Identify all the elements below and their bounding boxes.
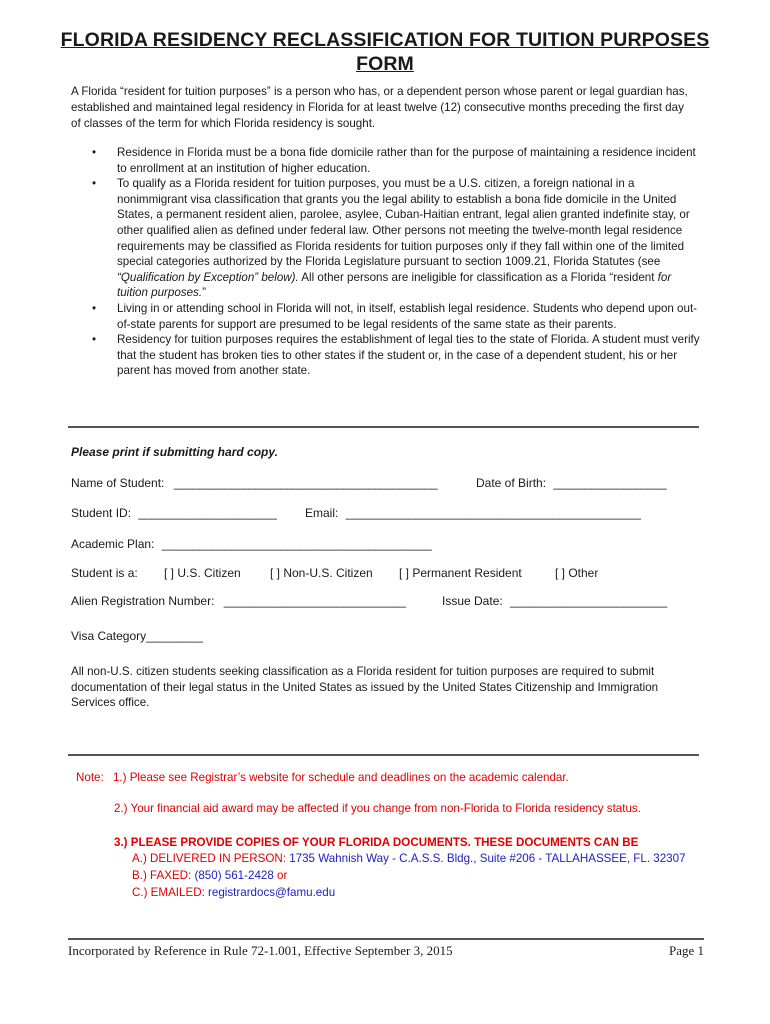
bullet-text: Residence in Florida must be a bona fide domicile rather than for the purpose of maintaining a residence incident to enrollment at an institution of higher education. bbox=[117, 146, 696, 175]
student-name-field[interactable] bbox=[71, 476, 437, 491]
other-checkbox[interactable]: [ ] Other bbox=[555, 566, 599, 580]
email-field[interactable] bbox=[305, 506, 641, 521]
note-1-text: 1.) Please see Registrar’s website for schedule and deadlines on the academic calendar. bbox=[112, 771, 569, 784]
visa-category-blank[interactable]: _________ bbox=[146, 629, 203, 643]
issue-date-label: Issue Date: bbox=[442, 594, 503, 608]
academic-plan-label: Academic Plan: bbox=[71, 537, 155, 551]
section-divider bbox=[68, 754, 699, 756]
note-3b-label: B.) FAXED: bbox=[132, 869, 195, 882]
student-name-blank[interactable]: __________________________________________ bbox=[173, 476, 438, 490]
bullet-text: ” bbox=[202, 286, 206, 300]
bullet-italic-text: “Qualification by Exception” below). bbox=[117, 270, 299, 284]
student-id-field[interactable] bbox=[71, 506, 276, 521]
footer bbox=[68, 943, 704, 959]
student-id-label: Student ID: bbox=[71, 506, 132, 520]
visa-category-label: Visa Category bbox=[71, 629, 147, 643]
academic-plan-blank[interactable]: ___________________________________________ bbox=[161, 537, 432, 551]
footer-divider bbox=[68, 938, 704, 940]
note-3b-or: or bbox=[273, 869, 288, 882]
note-3c-label: C.) EMAILED: bbox=[132, 886, 209, 899]
delivery-address: 1735 Wahnish Way - C.A.S.S. Bldg., Suite #206 - TALLAHASSEE, FL. 32307 bbox=[289, 852, 686, 865]
footer-reference: Incorporated by Reference in Rule 72-1.001, Effective September 3, 2015 bbox=[68, 943, 453, 958]
page-number: Page 1 bbox=[668, 943, 704, 958]
us-citizen-checkbox[interactable]: [ ] U.S. Citizen bbox=[164, 566, 241, 580]
email-label: Email: bbox=[305, 506, 339, 520]
student-name-label: Name of Student: bbox=[71, 476, 165, 490]
date-of-birth-blank[interactable]: __________________ bbox=[553, 476, 667, 490]
date-of-birth-field[interactable] bbox=[476, 476, 666, 491]
fax-number: (850) 561-2428 bbox=[194, 869, 274, 882]
note-2: 2.) Your financial aid award may be affected if you change from non-Florida to Florida residency status. bbox=[114, 802, 641, 815]
student-status-label: Student is a: bbox=[71, 566, 138, 580]
note-label: Note: bbox=[76, 771, 104, 784]
note-1 bbox=[76, 770, 569, 785]
bullet-text: All other persons are ineligible for classification as a Florida “resident bbox=[298, 270, 658, 284]
intro-paragraph: A Florida “resident for tuition purposes” is a person who has, or a dependent person whose parent or legal guardian has, established and maintained legal residency in Florida for at least twelve (12) consecutive months preceding the first day of classes of the term for which Florida residency is sought. bbox=[71, 85, 688, 130]
alien-registration-blank[interactable]: _____________________________ bbox=[223, 594, 406, 608]
legal-status-paragraph: All non-U.S. citizen students seeking classification as a Florida resident for tuition purposes are required to submit documentation of their legal status in the United States as issued by the United States Citizenship and Immigration Services office. bbox=[71, 665, 659, 710]
note-3a bbox=[132, 851, 686, 866]
section-divider bbox=[68, 426, 699, 428]
bullet-text: To qualify as a Florida resident for tuition purposes, you must be a U.S. citizen, a foreign national in a nonimmigrant visa classification that grants you the legal ability to establish a bona fide domicile in the United States, a permanent resident alien, parolee, asylee, Cuban-Haitian entrant, legal alien granted indefinite stay, or other qualified alien as defined under federal law. Other persons not meeting the twelve-month legal residence requirements may be classified as Florida residents for tuition purposes only if they fall within one of the limited special categories authorized by the Florida Legislature pursuant to section 1009.21, Florida Statutes (see bbox=[117, 177, 690, 269]
list-item bbox=[92, 301, 702, 332]
list-item bbox=[92, 145, 702, 176]
print-note: Please print if submitting hard copy. bbox=[71, 445, 278, 459]
note-3: 3.) PLEASE PROVIDE COPIES OF YOUR FLORIDA DOCUMENTS. THESE DOCUMENTS CAN BE bbox=[114, 836, 639, 849]
note-3c bbox=[132, 885, 335, 900]
requirements-list bbox=[92, 145, 702, 379]
list-item bbox=[92, 332, 702, 379]
alien-registration-label: Alien Registration Number: bbox=[71, 594, 215, 608]
note-3a-label: A.) DELIVERED IN PERSON: bbox=[132, 852, 290, 865]
issue-date-field[interactable] bbox=[442, 594, 667, 609]
student-id-blank[interactable]: ______________________ bbox=[138, 506, 277, 520]
visa-category-field[interactable] bbox=[71, 629, 203, 644]
bullet-text: Residency for tuition purposes requires the establishment of legal ties to the state of Florida. A student must verify that the student has broken ties to other states if the student or, in the case of a dependent student, his or her parent has moved from another state. bbox=[117, 333, 700, 378]
page-title: FLORIDA RESIDENCY RECLASSIFICATION FOR TUITION PURPOSES FORM bbox=[60, 29, 710, 75]
email-blank[interactable]: _______________________________________________ bbox=[345, 506, 641, 520]
academic-plan-field[interactable] bbox=[71, 537, 432, 552]
bullet-italic-text: for tuition purposes. bbox=[117, 270, 672, 300]
permanent-resident-checkbox[interactable]: [ ] Permanent Resident bbox=[399, 566, 522, 580]
issue-date-blank[interactable]: _________________________ bbox=[510, 594, 667, 608]
date-of-birth-label: Date of Birth: bbox=[476, 476, 547, 490]
alien-registration-field[interactable] bbox=[71, 594, 406, 609]
bullet-text: Living in or attending school in Florida will not, in itself, establish legal residence. Students who depend upon out-of-state parents for support are presumed to be legal residents of the same state as their parents. bbox=[117, 301, 698, 331]
list-item bbox=[92, 176, 702, 301]
registrar-email-link[interactable]: registrardocs@famu.edu bbox=[208, 886, 336, 899]
note-3b bbox=[132, 868, 287, 883]
non-us-citizen-checkbox[interactable]: [ ] Non-U.S. Citizen bbox=[270, 566, 373, 580]
